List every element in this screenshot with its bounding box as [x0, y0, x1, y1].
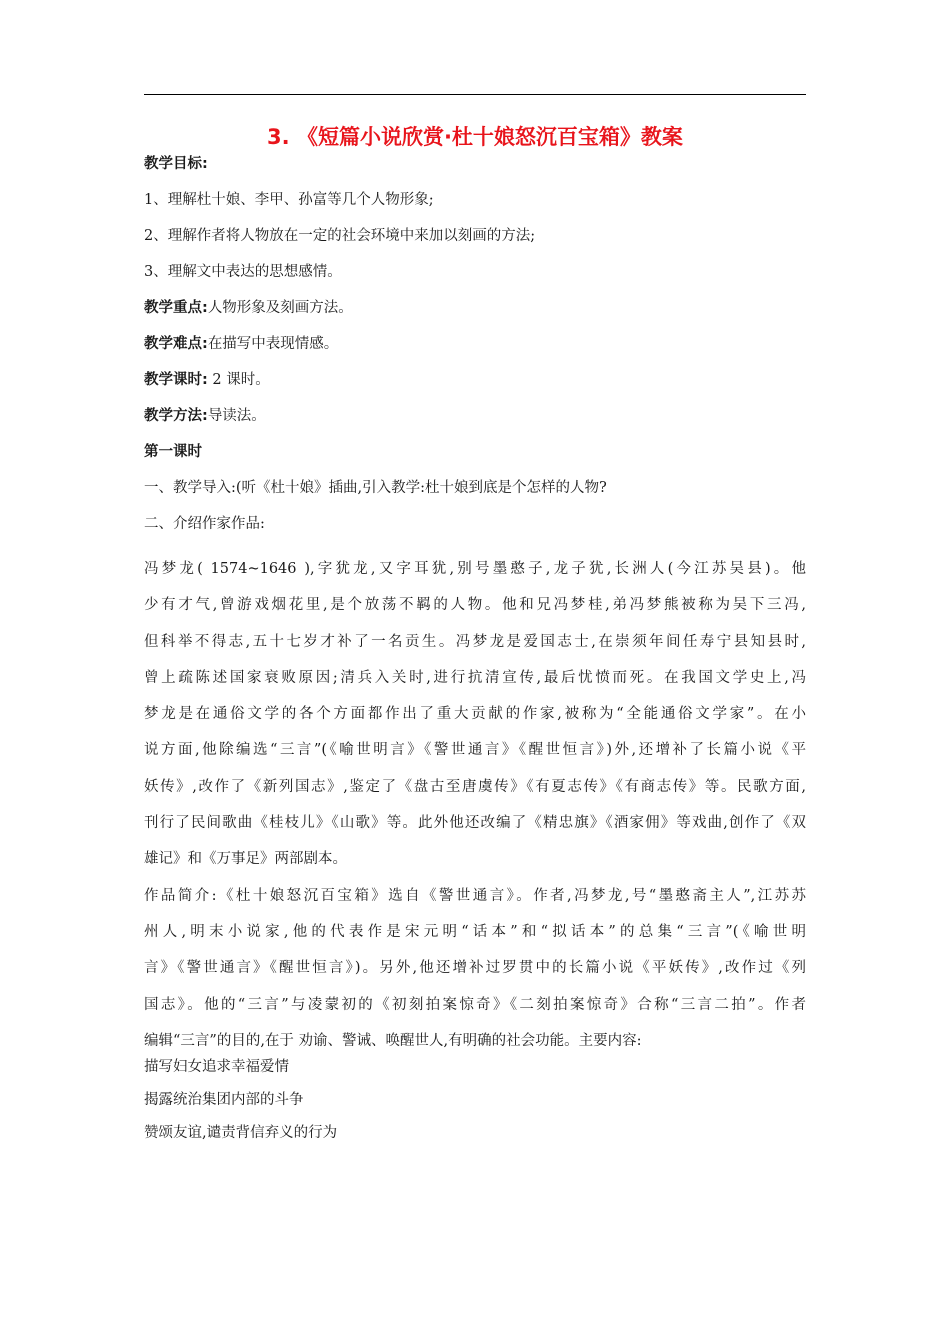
work-line: 作品简介:《杜十娘怒沉百宝箱》选自《警世通言》。作者,冯梦龙,号“墨憨斋主人”,江苏苏	[144, 887, 806, 904]
hours-label: 教学课时:	[144, 372, 208, 388]
difficulties-row	[144, 336, 806, 372]
method-label: 教学方法:	[144, 408, 208, 424]
author-paragraph	[144, 551, 806, 878]
theme-item: 描写妇女追求幸福爱情	[144, 1059, 289, 1076]
step-author: 二、介绍作家作品:	[144, 516, 265, 532]
work-line: 国志》。他的“三言”与凌蒙初的《初刻拍案惊奇》《二刻拍案惊奇》合称“三言二拍”。作者	[144, 996, 806, 1013]
work-line: 言》《警世通言》《醒世恒言》)。另外,他还增补过罗贯中的长篇小说《平妖传》,改作过《列	[144, 960, 806, 977]
difficulties-label: 教学难点:	[144, 336, 208, 352]
author-line: 梦龙是在通俗文学的各个方面都作出了重大贡献的作家,被称为“全能通俗文学家”。在小	[144, 706, 806, 723]
theme-item: 揭露统治集团内部的斗争	[144, 1092, 304, 1109]
work-paragraph	[144, 878, 806, 1059]
page-title: 3. 《短篇小说欣赏·杜十娘怒沉百宝箱》教案	[267, 125, 683, 149]
hours-row	[144, 372, 806, 408]
goal-item: 3、理解文中表达的思想感情。	[144, 264, 342, 280]
key-points-value: 人物形象及刻画方法。	[207, 300, 353, 316]
author-line: 少有才气,曾游戏烟花里,是个放荡不羁的人物。他和兄冯梦桂,弟冯梦熊被称为吴下三冯,	[144, 597, 806, 614]
author-line: 说方面,他除编选“三言”(《喻世明言》《警世通言》《醒世恒言》)外,还增补了长篇小说《平	[144, 742, 806, 759]
key-points-label: 教学重点:	[144, 300, 208, 316]
lesson-heading: 第一课时	[144, 444, 202, 460]
key-points-row	[144, 300, 806, 336]
step-intro: 一、教学导入:(听《杜十娘》插曲,引入教学:杜十娘到底是个怎样的人物?	[144, 480, 607, 496]
goal-item: 1、理解杜十娘、李甲、孙富等几个人物形象;	[144, 192, 434, 208]
author-line: 冯梦龙( 1574~1646 ),字犹龙,又字耳犹,别号墨憨子,龙子犹,长洲人(今江苏吴县)。他	[144, 561, 806, 577]
method-value: 导读法。	[207, 408, 266, 424]
method-row	[144, 408, 806, 444]
work-line: 州人,明末小说家,他的代表作是宋元明“话本”和“拟话本”的总集“三言”(《喻世明	[144, 923, 806, 940]
author-line: 雄记》和《万事足》两部剧本。	[144, 851, 347, 868]
document-body	[144, 156, 806, 1158]
author-line: 刊行了民间歌曲《桂枝儿》《山歌》等。此外他还改编了《精忠旗》《酒家佣》等戏曲,创作了《双	[144, 815, 806, 832]
goal-item: 2、理解作者将人物放在一定的社会环境中来加以刻画的方法;	[144, 228, 536, 244]
goals-heading: 教学目标:	[144, 156, 208, 172]
author-line: 但科举不得志,五十七岁才补了一名贡生。冯梦龙是爱国志士,在崇须年间任寿宁县知县时,	[144, 633, 806, 650]
hours-value: 2 课时。	[207, 372, 270, 388]
header-rule	[144, 94, 806, 95]
author-line: 妖传》,改作了《新列国志》,鉴定了《盘古至唐虞传》《有夏志传》《有商志传》等。民歌方面,	[144, 778, 806, 795]
difficulties-value: 在描写中表现情感。	[207, 336, 339, 352]
theme-item: 赞颂友谊,谴责背信弃义的行为	[144, 1125, 338, 1142]
work-line: 编辑“三言”的目的,在于 劝谕、警诫、唤醒世人,有明确的社会功能。主要内容:	[144, 1032, 642, 1049]
author-line: 曾上疏陈述国家衰败原因;清兵入关时,进行抗清宣传,最后忧愤而死。在我国文学史上,冯	[144, 669, 806, 686]
